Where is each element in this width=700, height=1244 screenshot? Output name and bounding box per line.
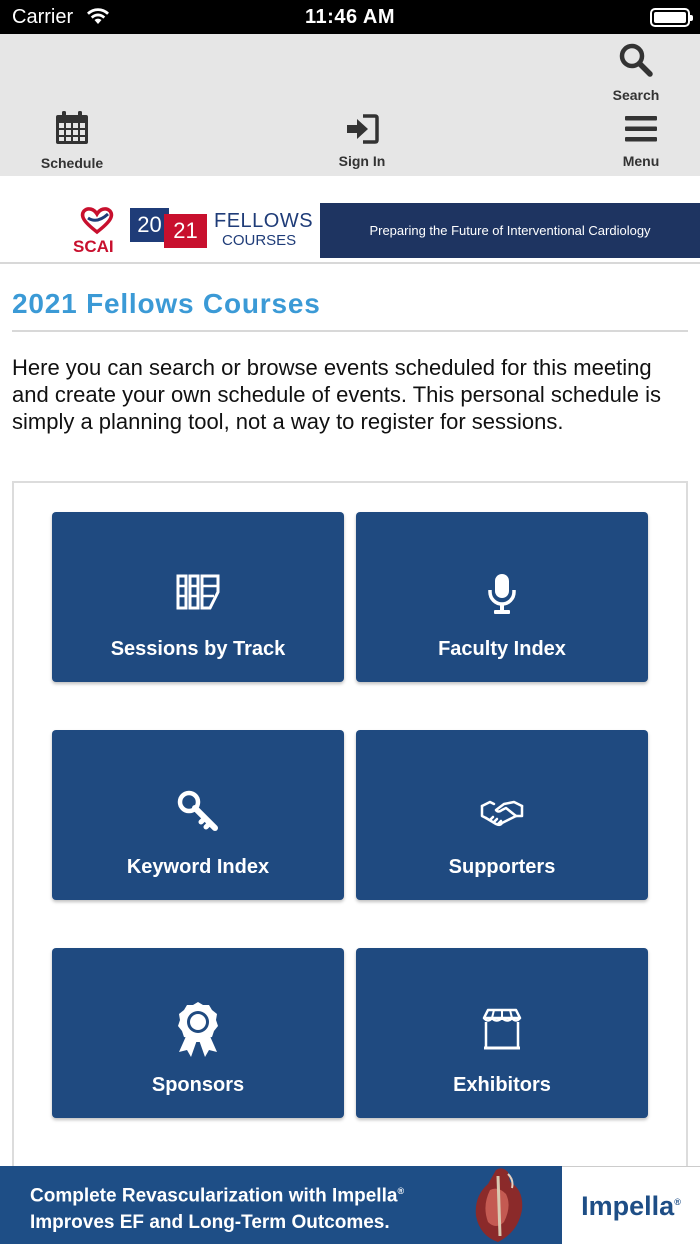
- sponsors-tile[interactable]: [52, 948, 344, 1118]
- handshake-icon: [356, 790, 648, 836]
- sign-in-icon: [345, 131, 379, 148]
- tile-label: Keyword Index: [126, 856, 270, 878]
- fellows-text: FELLOWS: [214, 210, 314, 232]
- year-2021-logo: [130, 208, 208, 248]
- calendar-icon: [54, 133, 90, 150]
- divider: [0, 262, 700, 264]
- scai-logo: [72, 206, 122, 254]
- schedule-button[interactable]: [30, 110, 114, 171]
- tile-label: Faculty Index: [438, 638, 566, 660]
- year-part-b: 21: [164, 214, 207, 248]
- exhibitors-tile[interactable]: [356, 948, 648, 1118]
- menu-button[interactable]: [606, 114, 676, 169]
- ad-brand-panel: [562, 1166, 700, 1244]
- status-bar: [0, 0, 700, 34]
- fellows-courses-logo: [214, 210, 313, 250]
- impella-ad-banner[interactable]: [0, 1166, 700, 1244]
- ad-text: [30, 1178, 404, 1236]
- ad-line-2: Improves EF and Long-Term Outcomes.: [30, 1212, 390, 1234]
- impella-logo: [562, 1191, 700, 1222]
- hamburger-menu-icon: [624, 131, 658, 148]
- ad-line-1: Complete Revascularization with Impella: [30, 1185, 398, 1207]
- divider: [12, 330, 688, 332]
- navigation-grid: [12, 481, 688, 1181]
- page-title: 2021 Fellows Courses: [12, 288, 321, 319]
- storefront-icon: [356, 1008, 648, 1054]
- microphone-icon: [356, 572, 648, 618]
- top-toolbar: [0, 34, 700, 176]
- sessions-by-track-tile[interactable]: [52, 512, 344, 682]
- svg-text:SCAI: SCAI: [73, 237, 114, 254]
- sign-in-button[interactable]: [322, 114, 402, 169]
- clock: 11:46 AM: [305, 6, 395, 28]
- keyword-index-tile[interactable]: [52, 730, 344, 900]
- menu-label: Menu: [622, 153, 660, 169]
- tile-label: Exhibitors: [453, 1074, 551, 1096]
- registered-mark: ®: [397, 1186, 405, 1196]
- key-icon: [52, 790, 344, 836]
- courses-text: COURSES: [222, 232, 297, 249]
- award-ribbon-icon: [52, 1008, 344, 1054]
- intro-text: Here you can search or browse events scheduled for this meeting and create your own schedule of events. This personal schedule is simply a planning tool, not a way to register for sessions.: [12, 355, 661, 434]
- banner-tagline: Preparing the Future of Interventional Cardiology: [320, 203, 700, 258]
- search-label: Search: [612, 87, 660, 103]
- faculty-index-tile[interactable]: [356, 512, 648, 682]
- carrier-label: Carrier: [12, 6, 74, 28]
- schedule-label: Schedule: [40, 155, 104, 171]
- sessions-track-icon: [52, 572, 344, 618]
- search-button[interactable]: [606, 42, 666, 103]
- search-icon: [618, 65, 654, 82]
- event-banner: [0, 196, 700, 262]
- tile-label: Sessions by Track: [110, 638, 286, 660]
- tile-label: Sponsors: [151, 1074, 245, 1096]
- year-part-a: 20: [130, 208, 169, 242]
- tile-label: Supporters: [448, 856, 556, 878]
- ad-message-panel: [0, 1166, 562, 1244]
- battery-icon: [650, 8, 690, 27]
- heart-illustration: [468, 1166, 530, 1244]
- sign-in-label: Sign In: [338, 153, 386, 169]
- supporters-tile[interactable]: [356, 730, 648, 900]
- registered-mark: ®: [674, 1197, 681, 1207]
- impella-brand-text: Impella: [581, 1191, 675, 1221]
